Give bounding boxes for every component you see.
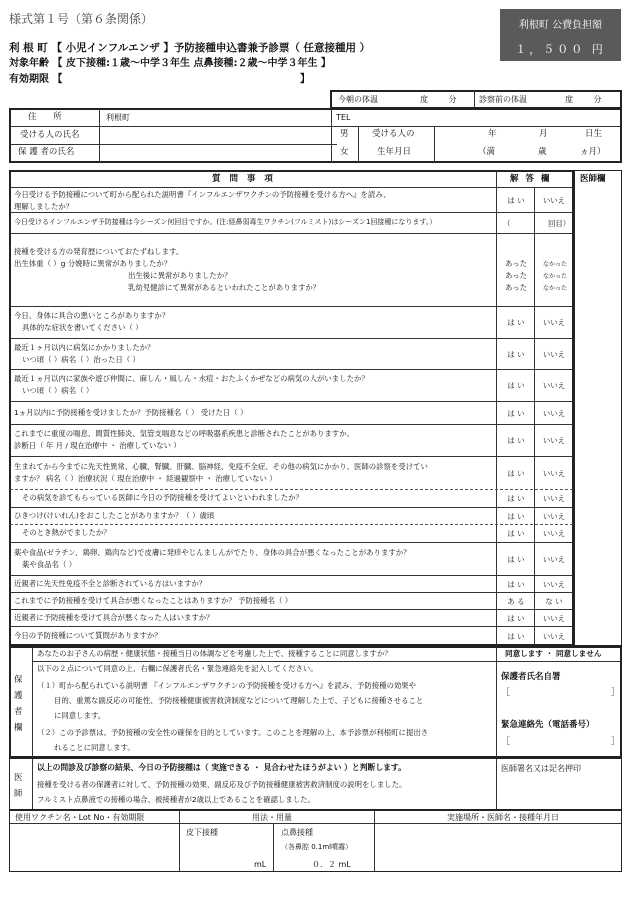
- nasal-amount: ０．２ mL: [312, 860, 351, 869]
- pre-exam-temp-field[interactable]: 度 分: [565, 95, 602, 104]
- question-row-divider: [10, 524, 573, 525]
- morning-temp-label: 今朝の体温: [338, 95, 378, 104]
- vaccine-lot-field[interactable]: [10, 824, 178, 870]
- emergency-bracket-right: ］: [611, 737, 621, 747]
- consent-question: あなたのお子さんの病歴・健康状態・接種当日の体調などを考慮した上で、接種することに同意しますか？: [37, 649, 392, 658]
- question-8-text-1: これまでに重度の喘息、間質性肺炎、気管支喘息などの呼吸器系疾患と診断されたことがありますか。: [14, 429, 354, 438]
- question-row-divider: [10, 369, 573, 370]
- question-15-answer-yes[interactable]: あ る: [507, 596, 525, 606]
- question-row-divider: [10, 507, 573, 508]
- question-8-text-2: 診断日（ 年 月 / 現在治療中 ・ 治療していない ）: [14, 441, 181, 450]
- guardian-signature-label: 保護者氏名自署: [501, 672, 561, 682]
- question-row-divider: [10, 401, 573, 402]
- question-row-divider: [10, 456, 573, 457]
- form-number: 様式第１号（第６条関係）: [9, 12, 154, 26]
- question-9-answer-no[interactable]: いいえ: [542, 468, 566, 478]
- birthdate-label-2: 生年月日: [377, 147, 412, 157]
- doctor-judgement[interactable]: 以上の問診及び診察の結果、今日の予防接種は（ 実施できる ・ 見合わせたほうがよい ）と判断します。: [37, 763, 406, 772]
- guardian-side-label: 保護者欄: [14, 675, 23, 734]
- question-2-text-1: 今日受けるインフルエンザ予防接種は今シーズン何回目ですか。(注:経鼻弱毒生ワクチン(フルミスト)はシーズン1回接種になります。）: [14, 217, 437, 226]
- question-row-divider: [10, 233, 573, 234]
- question-3-answer-yes-2[interactable]: あった: [504, 270, 528, 280]
- doctor-side-label: 医師: [14, 773, 23, 800]
- question-3-answer-no-2[interactable]: なかった: [542, 272, 567, 280]
- question-5-answer-yes[interactable]: は い: [507, 349, 525, 359]
- doctor-explanation: 接種を受ける者の保護者に対して、予防接種の効果、副反応及び予防接種健康被害救済制度の説明をしました。: [37, 780, 407, 789]
- question-11-text-1: ひきつけ(けいれん)をおこしたことがありますか？（ ）歳頃: [14, 510, 215, 520]
- question-9-text-1: 生まれてから今までに先天性異常、心臓、腎臓、肝臓、脳神経、免疫不全症、その他の病気にかかり、医師の診察を受けてい: [14, 461, 428, 471]
- doctor-column-header: 医師欄: [580, 174, 606, 184]
- question-13-text-1: 薬や食品(ゼラチン、鶏卵、鶏肉など)で皮膚に発疹やじんましんがでたり、身体の具合が悪くなったことがありますか？: [14, 547, 411, 557]
- emergency-contact-label: 緊急連絡先（電話番号）: [501, 720, 595, 730]
- question-14-text-1: 近親者に先天性免疫不全と診断されている方はいますか？: [14, 578, 207, 588]
- age-open: （満: [478, 147, 496, 157]
- place-doctor-date-header: 実施場所・医師名・接種年月日: [447, 813, 559, 822]
- birth-day-unit[interactable]: 日生: [585, 129, 603, 139]
- doctor-signature-field[interactable]: [500, 776, 618, 806]
- consent-intro: 以下の２点について同意の上、右欄に保護者氏名・緊急連絡先を記入してください。: [37, 664, 318, 673]
- recipient-name-label: 受ける人の氏名: [20, 130, 80, 140]
- question-2-answer-no[interactable]: 回目）: [548, 218, 571, 228]
- answers-header: 解 答 欄: [510, 174, 550, 184]
- dosage-header: 用法・用量: [252, 813, 292, 822]
- birth-month-unit[interactable]: 月: [539, 129, 548, 139]
- question-9-answer-yes[interactable]: は い: [507, 468, 525, 478]
- guardian-name-field[interactable]: [100, 145, 330, 161]
- question-17-answer-yes[interactable]: は い: [507, 632, 525, 641]
- question-9-text-2: ますか？ 病名（ ）治療状況（ 現在治療中 ・ 経過観察中 ・ 治療していない ）: [14, 473, 277, 483]
- question-16-text-1: 近親者に予防接種を受けて具合が悪くなった人はいますか？: [14, 612, 214, 622]
- questions-header: 質 問 事 項: [212, 174, 273, 184]
- question-16-answer-yes[interactable]: は い: [507, 613, 525, 623]
- question-4-text-2: 具体的な症状を書いてください（ ）: [22, 323, 143, 332]
- question-17-text-1: 今日の予防接種について質問がありますか？: [14, 631, 162, 640]
- question-3-text-4: 乳幼児健診にて異常があるといわれたことがありますか？: [128, 282, 321, 292]
- emergency-contact-field[interactable]: [512, 735, 608, 749]
- fee-title: 利根町 公費負担額: [518, 20, 603, 31]
- question-3-answer-yes-3[interactable]: あった: [504, 282, 528, 292]
- question-row-divider: [10, 592, 573, 593]
- age-years[interactable]: 歳: [538, 147, 547, 157]
- question-3-answer-no-3[interactable]: なかった: [542, 284, 567, 292]
- guardian-name-label: 保 護 者の氏名: [18, 147, 75, 157]
- question-3-text-2: 出生体重（ ）g 分娩時に異常がありましたか？: [14, 258, 172, 268]
- question-1-text-2: 理解しましたか？: [14, 202, 74, 211]
- question-16-answer-no[interactable]: いいえ: [542, 613, 566, 623]
- vaccine-lot-header: 使用ワクチン名・Lot No・有効期限: [15, 813, 145, 822]
- signature-bracket-left: ［: [501, 688, 511, 698]
- question-8-answer-yes[interactable]: は い: [507, 436, 525, 445]
- question-13-answer-yes[interactable]: は い: [507, 554, 525, 564]
- consent-item-1-line-2: 目的、重篤な副反応の可能性、予防接種健康被害救済制度などについて理解した上で、子どもに接種させること: [54, 696, 424, 705]
- question-12-answer-no[interactable]: いいえ: [542, 529, 566, 538]
- question-7-answer-no[interactable]: いいえ: [542, 408, 566, 418]
- target-age: 対象年齢 【 皮下接種:１歳～中学３年生 点鼻接種:２歳～中学３年生 】: [9, 58, 331, 69]
- question-3-text-3: 出生後に異常がありましたか？: [128, 270, 232, 280]
- birthdate-label-1: 受ける人の: [372, 129, 415, 139]
- consent-item-1-line-1: （１）町から配られている説明書 『インフルエンザワクチンの予防接種を受ける方へ』を読み、予防接種の効果や: [37, 681, 417, 690]
- question-14-answer-yes[interactable]: は い: [507, 579, 525, 589]
- question-7-answer-yes[interactable]: は い: [507, 408, 525, 418]
- question-15-text-1: これまでに予防接種を受けて具合が悪くなったことはありますか？ 予防接種名（ ）: [14, 595, 293, 605]
- question-5-answer-no[interactable]: いいえ: [542, 349, 566, 359]
- question-row-divider: [10, 424, 573, 425]
- fee-badge: [500, 9, 621, 61]
- question-row-divider: [10, 609, 573, 610]
- doctor-column: [574, 170, 622, 646]
- valid-period-label: 有効期限 【: [9, 74, 63, 85]
- question-2-answer-yes[interactable]: （: [503, 218, 511, 228]
- question-14-answer-no[interactable]: いいえ: [542, 579, 566, 589]
- birth-year-unit[interactable]: 年: [488, 129, 497, 139]
- question-12-text-1: そのとき熱がでましたか？: [22, 528, 111, 537]
- consent-item-2-line-1: （２）この予診票は、予防接種の安全性の確保を目的としています。このことを理解の上、本予診票が利根町に提出さ: [37, 728, 429, 737]
- question-row-divider: [10, 626, 573, 627]
- sex-male-option[interactable]: 男: [340, 129, 349, 139]
- question-3-answer-yes-1[interactable]: あった: [504, 258, 528, 268]
- question-3-answer-no-1[interactable]: なかった: [542, 260, 567, 268]
- question-1-text-1: 今日受ける予防接種について町から配られた説明書『インフルエンザワクチンの予防接種を受ける方へ』を読み、: [14, 190, 391, 199]
- question-5-text-2: いつ頃（ ）病名（ ）治った日（ ）: [22, 354, 140, 364]
- question-row-divider: [10, 338, 573, 339]
- question-15-answer-no[interactable]: な い: [545, 596, 563, 606]
- signature-bracket-right: ］: [611, 688, 621, 698]
- question-6-text-1: 最近１ヵ月以内に家族や遊び仲間に、麻しん・風しん・水痘・おたふくかぜなどの病気の人がいましたか？: [14, 374, 369, 383]
- consent-item-2-line-2: れることに同意します。: [54, 743, 135, 752]
- question-10-answer-yes[interactable]: は い: [507, 494, 525, 503]
- question-10-text-1: その病気を診てもらっている医師に今日の予防接種を受けてよいといわれましたか？: [22, 493, 303, 502]
- recipient-name-field[interactable]: [100, 127, 330, 144]
- emergency-bracket-left: ［: [501, 737, 511, 747]
- consent-answer[interactable]: 同意します ・ 同意しません: [505, 649, 602, 658]
- question-row-divider: [10, 575, 573, 576]
- question-row-divider: [10, 542, 573, 543]
- question-10-answer-no[interactable]: いいえ: [542, 494, 566, 503]
- question-6-answer-no[interactable]: いいえ: [542, 381, 566, 390]
- question-5-text-1: 最近１ヶ月以内に病気にかかりましたか？: [14, 342, 155, 352]
- question-4-text-1: 今日、身体に具合の悪いところがありますか？: [14, 311, 170, 320]
- doctor-age-confirmation: フルミスト点鼻液での接種の場合、被接種者が2歳以上であることを確認しました。: [37, 795, 315, 804]
- nasal-dose-note: （各鼻腔 0.1ml噴霧）: [281, 843, 353, 851]
- question-1-answer-no[interactable]: いいえ: [542, 195, 566, 205]
- consent-item-1-line-3: に同意します。: [54, 711, 106, 720]
- pre-exam-temp-label: 診察前の体温: [479, 95, 527, 104]
- question-4-answer-yes[interactable]: は い: [507, 318, 525, 327]
- question-3-text-1: 接種を受ける方の発育歴についておたずねします。: [14, 246, 184, 256]
- nasal-label: 点鼻接種: [281, 828, 313, 837]
- address-field[interactable]: 利根町: [106, 113, 130, 122]
- question-4-answer-no[interactable]: いいえ: [542, 318, 566, 327]
- question-7-text-1: 1ヵ月以内に予防接種を受けましたか？予防接種名（ ） 受けた日（ ）: [14, 407, 248, 417]
- question-1-answer-yes[interactable]: は い: [507, 195, 525, 205]
- valid-period-end[interactable]: 】: [300, 74, 310, 85]
- question-8-answer-no[interactable]: いいえ: [542, 436, 566, 445]
- question-11-answer-yes[interactable]: は い: [507, 511, 525, 521]
- age-months[interactable]: ヵ月）: [580, 147, 606, 157]
- question-row-divider: [10, 489, 573, 490]
- sex-female-option[interactable]: 女: [340, 147, 349, 157]
- morning-temp-field[interactable]: 度 分: [420, 95, 457, 104]
- place-doctor-date-field[interactable]: [375, 824, 621, 870]
- subcutaneous-ml-unit[interactable]: mL: [254, 860, 267, 869]
- question-12-answer-yes[interactable]: は い: [507, 529, 525, 538]
- question-6-text-2: いつ頃（ ）病名（ ）: [22, 386, 94, 395]
- question-row-divider: [10, 212, 573, 213]
- question-6-answer-yes[interactable]: は い: [507, 381, 525, 390]
- question-13-text-2: 薬や食品名（ ）: [22, 559, 77, 569]
- tel-field[interactable]: TEL: [336, 113, 351, 122]
- form-title: 利 根 町 【 小児インフルエンザ 】予防接種申込書兼予診票（ 任意接種用 ）: [9, 42, 371, 54]
- question-17-answer-no[interactable]: いいえ: [542, 632, 566, 641]
- question-13-answer-no[interactable]: いいえ: [542, 554, 566, 564]
- subcutaneous-label: 皮下接種: [186, 828, 218, 837]
- fee-amount: １，５００ 円: [515, 43, 606, 56]
- doctor-signature-label: 医師署名又は記名押印: [501, 764, 581, 773]
- question-11-answer-no[interactable]: いいえ: [542, 511, 566, 521]
- guardian-signature-field[interactable]: [512, 686, 608, 700]
- address-label: 住 所: [28, 112, 62, 122]
- question-row-divider: [10, 306, 573, 307]
